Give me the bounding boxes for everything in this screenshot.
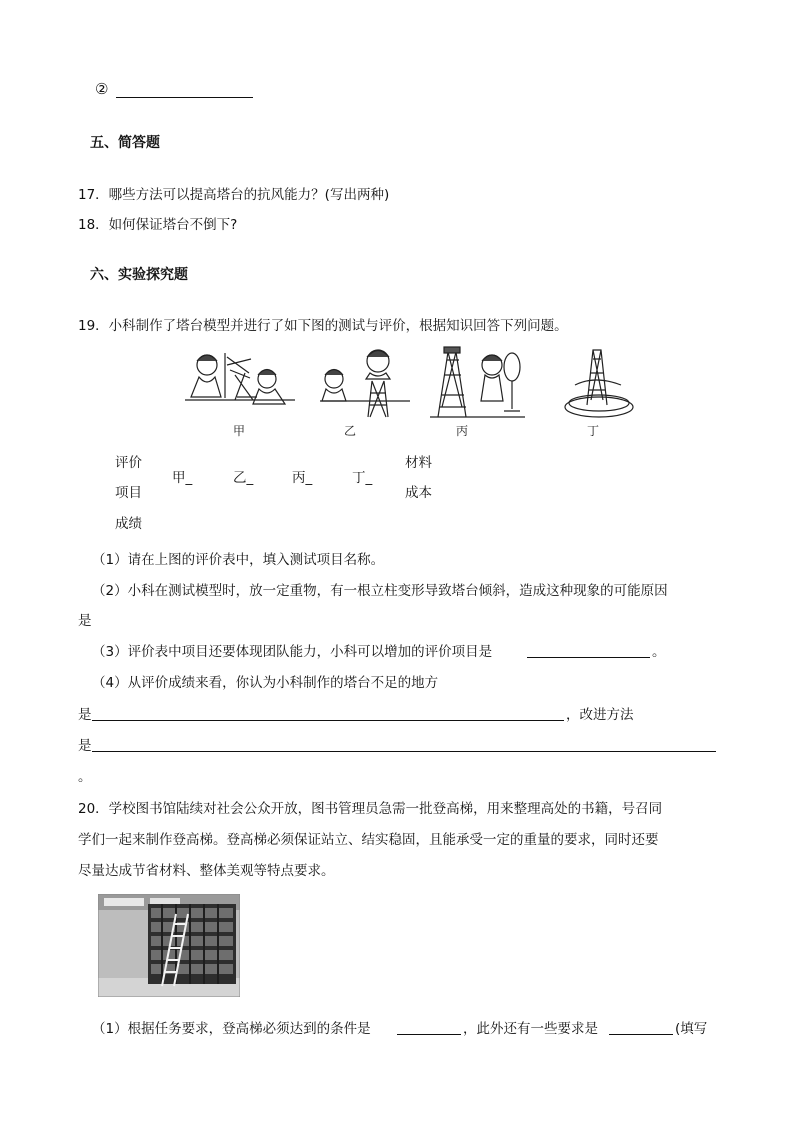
table-material: 材料 bbox=[405, 455, 432, 471]
section-5-title: 五、简答题 bbox=[90, 135, 160, 151]
caption-bing: 丙 bbox=[456, 424, 469, 438]
q19-sub2-tail: 是 bbox=[78, 613, 92, 629]
scene-jia bbox=[185, 353, 295, 404]
table-cell-yi[interactable]: 乙_ bbox=[233, 470, 254, 486]
question-17: 17．哪些方法可以提高塔台的抗风能力？(写出两种) bbox=[78, 187, 390, 203]
q19-sub1: （1）请在上图的评价表中，填入测试项目名称。 bbox=[92, 552, 385, 568]
q19-sub3-blank[interactable] bbox=[527, 643, 650, 658]
q19-sub2: （2）小科在测试模型时，放一定重物，有一根立柱变形导致塔台倾斜，造成这种现象的可能原因 bbox=[92, 583, 668, 599]
q19-sub4-shortfall-blank[interactable] bbox=[92, 706, 564, 721]
table-head-item: 项目 bbox=[115, 485, 142, 501]
table-cost: 成本 bbox=[405, 485, 432, 501]
table-head-score: 成绩 bbox=[115, 516, 142, 532]
question-20-line3: 尽量达成节省材料、整体美观等特点要求。 bbox=[78, 863, 335, 879]
q19-sub4-end: 。 bbox=[78, 769, 92, 785]
caption-jia: 甲 bbox=[233, 424, 246, 438]
answer-2-label: ② bbox=[95, 80, 109, 98]
question-20-line1: 20．学校图书馆陆续对社会公众开放，图书管理员急需一批登高梯，用来整理高处的书籍，号召同 bbox=[78, 801, 663, 817]
scene-ding bbox=[565, 350, 633, 417]
caption-ding: 丁 bbox=[587, 424, 600, 438]
answer-2-blank[interactable] bbox=[116, 83, 253, 98]
q20-sub1: （1）根据任务要求，登高梯必须达到的条件是 bbox=[92, 1021, 371, 1037]
tower-test-illustration bbox=[185, 345, 640, 420]
question-19-stem: 19．小科制作了塔台模型并进行了如下图的测试与评价，根据知识回答下列问题。 bbox=[78, 318, 568, 334]
table-head-evaluation: 评价 bbox=[115, 455, 142, 471]
q20-sub1-blank-2[interactable] bbox=[609, 1020, 673, 1035]
q19-sub3-end: 。 bbox=[652, 644, 666, 660]
q20-sub1-mid: ，此外还有一些要求是 bbox=[463, 1021, 598, 1037]
q19-sub4-method-blank[interactable] bbox=[92, 737, 716, 752]
library-ladder-photo bbox=[98, 894, 240, 997]
q20-sub1-blank-1[interactable] bbox=[397, 1020, 461, 1035]
q19-sub3: （3）评价表中项目还要体现团队能力，小科可以增加的评价项目是 bbox=[92, 644, 493, 660]
table-cell-ding[interactable]: 丁_ bbox=[352, 470, 373, 486]
table-cell-jia[interactable]: 甲_ bbox=[172, 470, 193, 486]
q19-sub4-method-label: 是 bbox=[78, 738, 92, 754]
q19-sub4: （4）从评价成绩来看，你认为小科制作的塔台不足的地方 bbox=[92, 675, 439, 691]
table-cell-bing[interactable]: 丙_ bbox=[292, 470, 313, 486]
scene-bing bbox=[430, 347, 525, 417]
q19-sub4-shortfall-label: 是 bbox=[78, 707, 92, 723]
q19-sub4-improve-label: ，改进方法 bbox=[566, 707, 634, 723]
section-6-title: 六、实验探究题 bbox=[90, 267, 188, 283]
q20-sub1-end: (填写 bbox=[675, 1021, 708, 1037]
question-20-line2: 学们一起来制作登高梯。登高梯必须保证站立、结实稳固，且能承受一定的重量的要求，同时还要 bbox=[78, 832, 659, 848]
caption-yi: 乙 bbox=[344, 424, 357, 438]
scene-yi bbox=[320, 350, 410, 417]
question-18: 18．如何保证塔台不倒下? bbox=[78, 217, 238, 233]
